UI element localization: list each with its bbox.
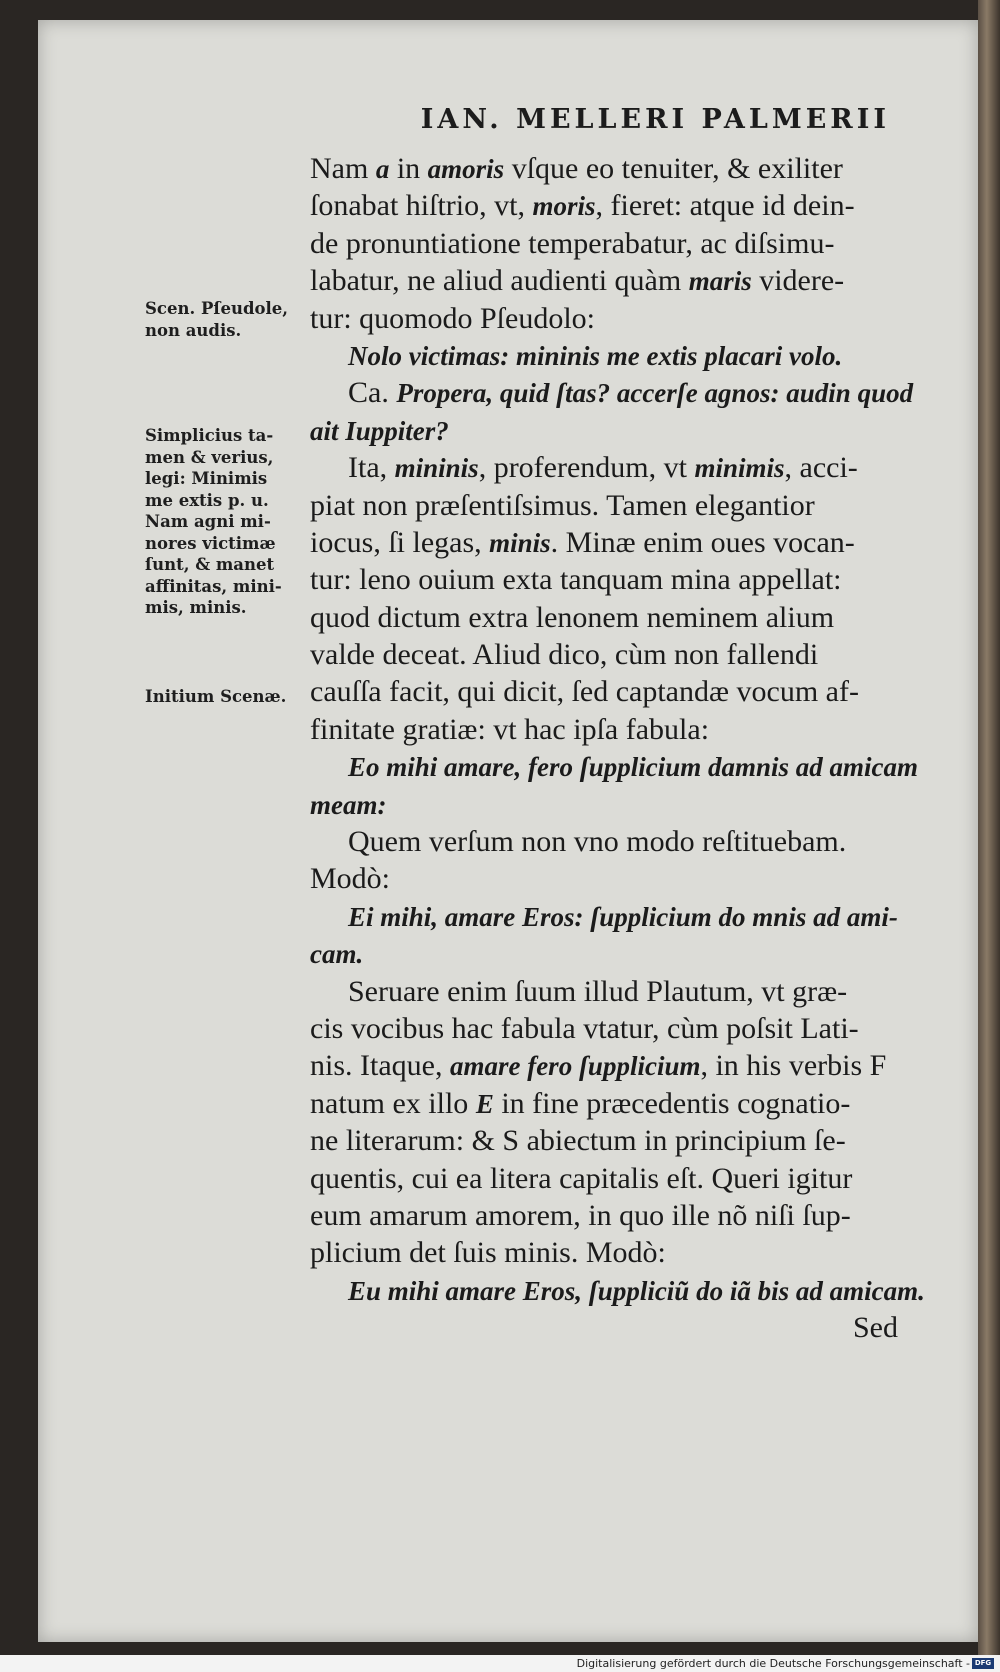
text-line: Nam a in amoris vſque eo tenuiter, & exiliter xyxy=(310,152,843,185)
text-line: ait Iuppiter? xyxy=(310,415,449,446)
text-line: finitate gratiæ: vt hac ipſa fabula: xyxy=(310,712,710,746)
margin-note-line: Simplicius ta- xyxy=(145,426,274,445)
text-line: Sed xyxy=(853,1311,898,1345)
footer-bar xyxy=(0,1655,1000,1672)
margin-note-line: mis, minis. xyxy=(145,598,247,617)
text-line: plicium det ſuis minis. Modò: xyxy=(310,1236,666,1270)
text-line: Nolo victimas: mininis me extis placari volo. xyxy=(348,340,843,371)
text-line: ſonabat hiſtrio, vt, moris, fieret: atque id dein- xyxy=(310,189,855,223)
text-line: valde deceat. Aliud dico, cùm non fallendi xyxy=(310,638,819,672)
margin-note-scene xyxy=(145,298,305,341)
margin-note-line: nores victimæ xyxy=(145,533,276,553)
footer-text: Digitalisierung gefördert durch die Deutsche Forschungsgemeinschaft - xyxy=(576,1657,970,1670)
text-line: Ca. Propera, quid ſtas? accerſe agnos: audin quod xyxy=(348,376,914,410)
text-line: piat non præſentiſsimus. Tamen elegantior xyxy=(310,488,815,522)
text-line: cam. xyxy=(310,939,364,970)
text-line: Eu mihi amare Eros, ſuppliciũ do iã bis ad amicam. xyxy=(348,1275,925,1306)
book-edge xyxy=(978,0,1000,1655)
text-line: Ita, mininis, proferendum, vt minimis, acci- xyxy=(348,451,858,485)
text-line: Modò: xyxy=(310,862,391,896)
margin-note-initium xyxy=(145,686,305,708)
margin-note-line: Scen. Pſeudole, xyxy=(145,299,288,318)
text-line: cis vocibus hac fabula vtatur, cùm poſsit Lati- xyxy=(310,1011,859,1045)
text-line: meam: xyxy=(310,789,387,820)
text-line: labatur, ne aliud audienti quàm maris videre- xyxy=(310,264,845,298)
margin-note-line: me extis p. u. xyxy=(145,490,269,510)
text-line: quentis, cui ea litera capitalis eſt. Queri igitur xyxy=(310,1161,853,1195)
margin-note-line: non audis. xyxy=(145,320,242,340)
text-line: Eo mihi amare, fero ſupplicium damnis ad amicam xyxy=(348,752,919,783)
text-line: natum ex illo E in fine præcedentis cognatio- xyxy=(310,1086,851,1120)
margin-note-line: men & verius, xyxy=(145,447,274,467)
text-line: ne literarum: & S abiectum in principium ſe- xyxy=(310,1124,846,1158)
margin-note-line: Nam agni mi- xyxy=(145,512,271,531)
margin-note-line: ſunt, & manet xyxy=(145,555,275,574)
running-head: IAN. MELLERI PALMERII xyxy=(420,104,890,135)
dfg-logo: DFG xyxy=(972,1658,994,1669)
margin-note-line: legi: Minimis xyxy=(145,469,268,488)
margin-note-simplicius xyxy=(145,425,305,619)
text-line: Quem verſum non vno modo reſtituebam. xyxy=(348,825,847,859)
text-line: tur: quomodo Pſeudolo: xyxy=(310,301,595,335)
text-line: cauſſa facit, qui dicit, ſed captandæ vocum af- xyxy=(310,675,859,709)
text-line: nis. Itaque, amare fero ſupplicium, in his verbis F xyxy=(310,1049,887,1083)
text-line: tur: leno ouium exta tanquam mina appellat: xyxy=(310,563,842,597)
main-text xyxy=(310,150,960,1347)
margin-note-line: affinitas, mini- xyxy=(145,576,282,596)
text-line: Ei mihi, amare Eros: ſupplicium do mnis ad ami- xyxy=(348,901,898,932)
text-line: eum amarum amorem, in quo ille nõ niſi ſup- xyxy=(310,1198,851,1232)
text-line: de pronuntiatione temperabatur, ac diſsimu- xyxy=(310,226,835,260)
text-line: Seruare enim ſuum illud Plautum, vt græ- xyxy=(348,974,848,1008)
text-line: quod dictum extra lenonem neminem alium xyxy=(310,600,835,634)
text-line: iocus, ſi legas, minis. Minæ enim oues vocan- xyxy=(310,525,855,559)
margin-note-line: Initium Scenæ. xyxy=(145,687,287,706)
